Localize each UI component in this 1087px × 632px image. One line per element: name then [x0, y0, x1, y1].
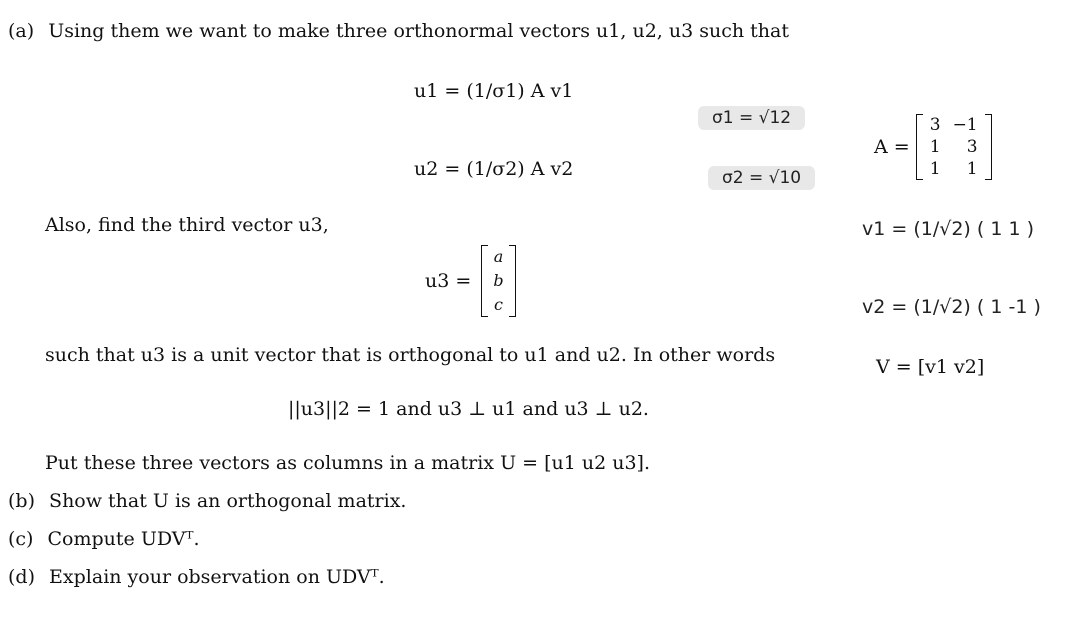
part-b-label: (b) [8, 490, 35, 512]
part-a-line [8, 20, 789, 42]
u3-entry: c [493, 295, 503, 314]
put-columns-text: Put these three vectors as columns in a matrix U = [u1 u2 u3]. [45, 452, 650, 474]
matrix-a-cell: 1 [929, 159, 941, 179]
matrix-a-cell: −1 [952, 115, 978, 135]
part-d-text: Explain your observation on UDVᵀ. [49, 566, 385, 588]
matrix-a-cell: 1 [966, 159, 978, 179]
handwritten-sigma2: σ2 = √10 [708, 166, 815, 190]
part-d [8, 566, 385, 588]
part-c-label: (c) [8, 528, 34, 550]
orthogonality-condition: ||u3||2 = 1 and u3 ⊥ u1 and u3 ⊥ u2. [288, 398, 649, 420]
such-that-text: such that u3 is a unit vector that is orthogonal to u1 and u2. In other words [45, 344, 776, 366]
matrix-a-cell: 1 [929, 137, 941, 157]
handwritten-v2: v2 = (1/√2) ( 1 -1 ) [862, 296, 1041, 318]
matrix-a [874, 114, 992, 180]
v-definition: V = [v1 v2] [876, 356, 985, 378]
part-a-intro: Using them we want to make three orthonormal vectors u1, u2, u3 such that [48, 20, 789, 42]
also-find-text: Also, find the third vector u3, [45, 214, 329, 236]
u3-entry: a [493, 247, 504, 266]
u3-table [489, 245, 507, 317]
handwritten-v1: v1 = (1/√2) ( 1 1 ) [862, 218, 1035, 240]
u3-bracket [481, 245, 515, 317]
matrix-a-cell: 3 [929, 115, 941, 135]
matrix-a-bracket [916, 114, 992, 180]
u3-vector [425, 245, 516, 317]
u3-entry: b [493, 271, 504, 290]
u3-lhs: u3 = [425, 270, 472, 292]
matrix-a-label: A = [874, 136, 910, 158]
equation-u2: u2 = (1/σ2) A v2 [414, 158, 574, 180]
matrix-a-table [924, 114, 984, 180]
part-c [8, 528, 199, 550]
part-b-text: Show that U is an orthogonal matrix. [49, 490, 407, 512]
part-b [8, 490, 406, 512]
part-c-text: Compute UDVᵀ. [47, 528, 200, 550]
part-d-label: (d) [8, 566, 35, 588]
part-a-label: (a) [8, 20, 35, 42]
handwritten-sigma1: σ1 = √12 [698, 106, 805, 130]
equation-u1: u1 = (1/σ1) A v1 [414, 80, 574, 102]
matrix-a-cell: 3 [966, 137, 978, 157]
